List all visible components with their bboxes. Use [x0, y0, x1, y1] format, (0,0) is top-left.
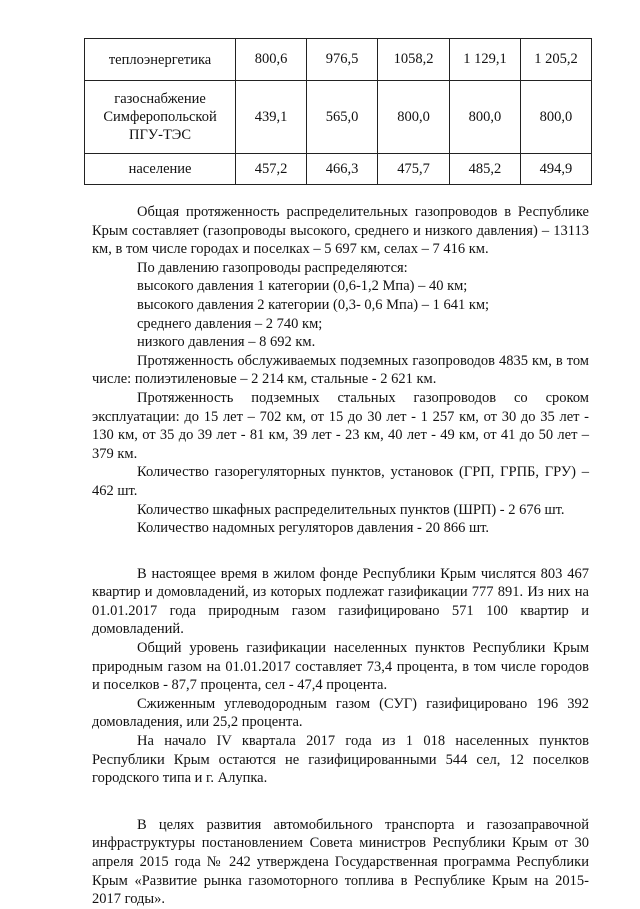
- paragraph-gasification-level: Общий уровень газификации населенных пунктов Республики Крым природным газом на 01.01.2017 составляет 73,4 процента, в том числе городов и поселков - 87,7 процента, сел - 47,4 процента.: [92, 640, 589, 694]
- list-item: низкого давления – 8 692 км.: [137, 334, 316, 351]
- list-item: высокого давления 2 категории (0,3- 0,6 Мпа) – 1 641 км;: [137, 296, 490, 313]
- paragraph-ungasified: На начало IV квартала 2017 года из 1 018 населенных пунктов Республики Крым остаются не газифицированными 544 сел, 12 поселков городского типа и г. Алупка.: [92, 733, 589, 787]
- table-cell: 439,1: [236, 81, 307, 154]
- list-item: высокого давления 1 категории (0,6-1,2 Мпа) – 40 км;: [137, 278, 468, 295]
- gas-consumption-table: [84, 38, 592, 185]
- table-row: [85, 39, 592, 81]
- table-cell: 1 205,2: [520, 39, 591, 81]
- paragraph-home-regulators: Количество надомных регуляторов давления - 20 866 шт.: [137, 520, 490, 537]
- table-cell: 565,0: [307, 81, 378, 154]
- table-cell: 800,0: [520, 81, 591, 154]
- paragraph-pressure-intro: По давлению газопроводы распределяются:: [137, 259, 408, 276]
- document-body: [92, 203, 589, 909]
- paragraph-housing-fund: В настоящее время в жилом фонде Республики Крым числятся 803 467 квартир и домовладений, из которых подлежат газификации 777 891. Из них на 01.01.2017 года природным газом газифицировано 571 100 квартир и домовладений.: [92, 565, 589, 638]
- table-cell: 976,5: [307, 39, 378, 81]
- paragraph-state-program: В целях развития автомобильного транспорта и газозаправочной инфраструктуры постановлением Совета министров Республики Крым от 30 апреля 2015 года № 242 утверждена Государственная программа Республики Крым «Развитие рынка газомоторного топлива в Республике Крым на 2015-2017 годы».: [92, 816, 589, 908]
- table-cell: 800,0: [378, 81, 450, 154]
- paragraph-regulator-points: Количество газорегуляторных пунктов, установок (ГРП, ГРПБ, ГРУ) – 462 шт.: [92, 464, 589, 499]
- table-cell: 457,2: [236, 154, 307, 185]
- row-label: газоснабжение Симферопольской ПГУ-ТЭС: [85, 81, 236, 154]
- table-cell: 800,6: [236, 39, 307, 81]
- table-cell: 1058,2: [378, 39, 450, 81]
- paragraph-cabinet-points: Количество шкафных распределительных пунктов (ШРП) - 2 676 шт.: [137, 501, 565, 518]
- table-row: [85, 154, 592, 185]
- row-label: теплоэнергетика: [85, 39, 236, 81]
- table-cell: 800,0: [449, 81, 520, 154]
- paragraph-steel-age: Протяженность подземных стальных газопроводов со сроком эксплуатации: до 15 лет – 702 км, от 15 до 30 лет - 1 257 км, от 30 до 35 лет - 130 км, от 35 до 39 лет - 81 км, 39 лет - 23 км, 40 лет - 49 км, от 41 до 50 лет – 379 км.: [92, 389, 589, 462]
- table-cell: 475,7: [378, 154, 450, 185]
- table-cell: 494,9: [520, 154, 591, 185]
- paragraph-total-length: Общая протяженность распределительных газопроводов в Республике Крым составляет (газопроводы высокого, среднего и низкого давления) – 13113 км, в том числе городах и поселках – 5 697 км, селах – 7 416 км.: [92, 204, 589, 258]
- paragraph-lpg: Сжиженным углеводородным газом (СУГ) газифицировано 196 392 домовладения, или 25,2 процента.: [92, 695, 589, 731]
- paragraph-underground-length: Протяженность обслуживаемых подземных газопроводов 4835 км, в том числе: полиэтиленовые – 2 214 км, стальные - 2 621 км.: [92, 352, 589, 388]
- table-row: [85, 81, 592, 154]
- table-cell: 485,2: [449, 154, 520, 185]
- table-cell: 1 129,1: [449, 39, 520, 81]
- row-label: население: [85, 154, 236, 185]
- table-cell: 466,3: [307, 154, 378, 185]
- list-item: среднего давления – 2 740 км;: [137, 315, 323, 332]
